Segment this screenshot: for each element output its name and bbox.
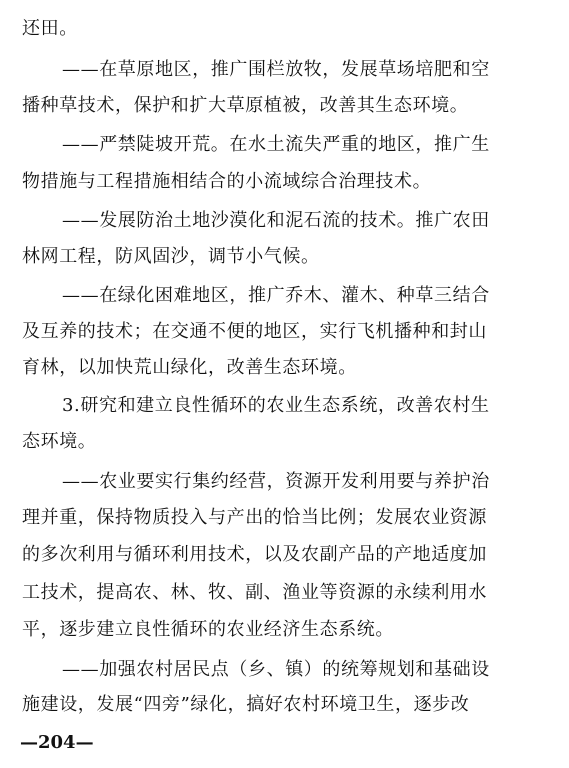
text-line: 理并重，保持物质投入与产出的恰当比例；发展农业资源 <box>22 507 487 528</box>
text-line: ——发展防治土地沙漠化和泥石流的技术。推广农田 <box>62 210 490 231</box>
text-line: 还田。 <box>22 18 78 39</box>
text-line: 及互养的技术；在交通不便的地区，实行飞机播种和封山 <box>22 321 487 342</box>
text-line: 播种草技术，保护和扩大草原植被，改善其生态环境。 <box>22 95 469 116</box>
text-line: 平，逐步建立良性循环的农业经济生态系统。 <box>22 619 394 640</box>
text-line: ——在绿化困难地区，推广乔木、灌木、种草三结合 <box>62 285 490 306</box>
text-line: 工技术，提高农、林、牧、副、渔业等资源的永续利用水 <box>22 582 487 603</box>
page-number: —204— <box>20 732 94 753</box>
text-line: 施建设，发展“四旁”绿化，搞好农村环境卫生，逐步改 <box>22 694 470 715</box>
text-line: 育林，以加快荒山绿化，改善生态环境。 <box>22 357 357 378</box>
text-line: 物措施与工程措施相结合的小流域综合治理技术。 <box>22 171 432 192</box>
text-line: ——在草原地区，推广围栏放牧，发展草场培肥和空 <box>62 59 490 80</box>
text-line: 态环境。 <box>22 431 97 452</box>
text-line: ——农业要实行集约经营，资源开发利用要与养护治 <box>62 471 490 492</box>
text-line: 的多次利用与循环利用技术，以及农副产品的产地适度加 <box>22 544 487 565</box>
section-heading: 3.研究和建立良性循环的农业生态系统，改善农村生 <box>62 395 490 416</box>
text-line: 林网工程，防风固沙，调节小气候。 <box>22 246 320 267</box>
text-line: ——加强农村居民点（乡、镇）的统筹规划和基础设 <box>62 659 490 680</box>
text-line: ——严禁陡坡开荒。在水土流失严重的地区，推广生 <box>62 134 490 155</box>
